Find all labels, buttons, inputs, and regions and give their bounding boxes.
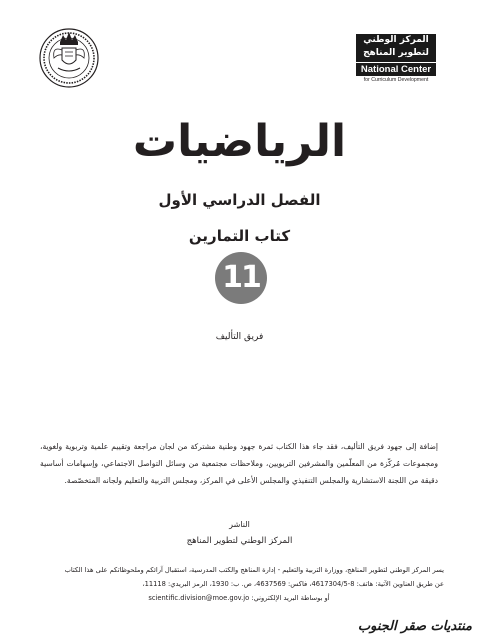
contact-line-3: أو بوساطة البريد الإلكتروني: scientific.division@moe.gov.jo (148, 594, 330, 602)
book-title: الرياضيات (132, 116, 347, 167)
jordan-emblem-seal (38, 24, 100, 90)
crown-emblem-icon (38, 24, 100, 90)
contact-line-2: عن طريق العناوين الآتية: هاتف: 8-4617304/5، فاكس: 4637569، ص. ب: 1930، الرمز البريدي: 11118، (142, 580, 444, 588)
logo-english-subtitle: for Curriculum Development (363, 77, 429, 83)
contact-line-1: يسر المركز الوطني لتطوير المناهج، ووزارة التربية والتعليم - إدارة المناهج والكتب المدرسية، استقبال آرائكم وملحوظاتكم على هذا الكتاب (64, 566, 444, 574)
logo-arabic-text: المركز الوطني لتطوير المناهج (356, 34, 436, 62)
logo-english-text: National Center (356, 63, 436, 76)
acknowledgement-paragraph: إضافة إلى جهود فريق التأليف، فقد جاء هذا الكتاب ثمرة جهود وطنية مشتركة من لجان مراجعة وتقييم علمية وتربوية ولغوية، ومجموعات مُركّزة من المعلّمين والمشرفين التربويين، وملاحظات مجتمعية من وسائل التواصل الاجتماعي، وإسهامات أساسية دقيقة من اللجنة الاستشارية والمجلس التنفيذي والمجلس الأعلى في المركز، ومجلس التربية والتعليم ولجانه المتخصّصة. (40, 442, 438, 485)
semester-subtitle: الفصل الدراسي الأول (158, 191, 321, 209)
book-type-label: كتاب التمارين (188, 227, 291, 245)
national-center-logo (356, 34, 436, 90)
publisher-label: الناشر (229, 520, 250, 529)
grade-number: 11 (222, 260, 260, 295)
forum-watermark: منتديات صقر الجنوب (357, 619, 472, 634)
author-team-label: فريق التأليف (215, 332, 264, 342)
publisher-name: المركز الوطني لتطوير المناهج (186, 536, 293, 546)
